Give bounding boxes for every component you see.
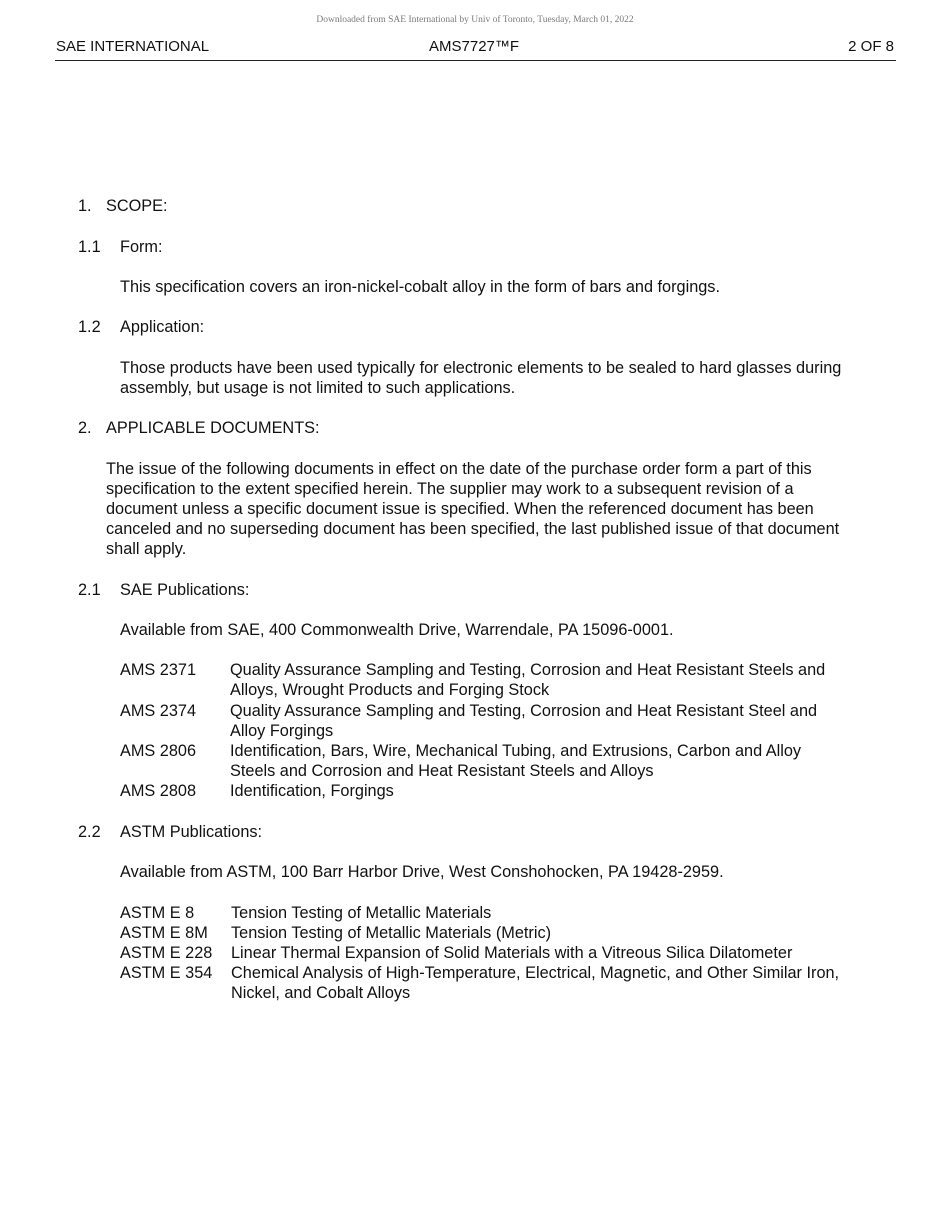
reference-row [120,963,880,1003]
reference-code: AMS 2374 [120,702,197,720]
reference-title-line: Tension Testing of Metallic Materials (Metric) [231,924,552,942]
reference-title [231,963,881,1003]
download-watermark: Downloaded from SAE International by Univ of Toronto, Tuesday, March 01, 2022 [316,15,634,25]
reference-row [120,781,880,801]
reference-code: ASTM E 8M [120,924,208,942]
reference-title [230,741,870,781]
section-1-1-heading: Form: [120,238,163,256]
reference-row [120,923,880,943]
reference-title-line: Alloy Forgings [230,722,334,740]
reference-row [120,660,880,700]
section-2-text-line: shall apply. [106,540,187,558]
section-2-1-number: 2.1 [78,581,101,599]
reference-code: ASTM E 228 [120,944,213,962]
sae-availability: Available from SAE, 400 Commonwealth Drive, Warrendale, PA 15096-0001. [120,621,674,639]
section-1-number: 1. [78,197,92,215]
astm-availability: Available from ASTM, 100 Barr Harbor Drive, West Conshohocken, PA 19428-2959. [120,863,724,881]
section-2-heading: APPLICABLE DOCUMENTS: [106,419,320,437]
reference-title-line: Alloys, Wrought Products and Forging Stock [230,681,550,699]
reference-title-line: Quality Assurance Sampling and Testing, Corrosion and Heat Resistant Steels and [230,661,826,679]
reference-row [120,701,880,741]
section-2-text-line: canceled and no superseding document has been specified, the last published issue of that document [106,520,840,538]
section-1-2-text-line: assembly, but usage is not limited to such applications. [120,379,516,397]
reference-row [120,943,880,963]
reference-title [231,923,881,943]
reference-title [230,660,870,700]
reference-title [230,781,870,801]
reference-title [231,943,881,963]
section-2-2-heading: ASTM Publications: [120,823,263,841]
header-document-number: AMS7727™F [429,38,520,55]
section-2-number: 2. [78,419,92,437]
section-1-1-text: This specification covers an iron-nickel-cobalt alloy in the form of bars and forgings. [120,278,720,296]
reference-title-line: Tension Testing of Metallic Materials [231,904,492,922]
reference-title-line: Chemical Analysis of High-Temperature, Electrical, Magnetic, and Other Similar Iron, [231,964,840,982]
reference-row [120,903,880,923]
reference-title-line: Steels and Corrosion and Heat Resistant Steels and Alloys [230,762,654,780]
reference-code: ASTM E 8 [120,904,195,922]
reference-code: AMS 2808 [120,782,197,800]
section-2-1-heading: SAE Publications: [120,581,250,599]
section-2-text-line: document unless a specific document issue is specified. When the referenced document has been [106,500,814,518]
reference-title [231,903,881,923]
reference-title [230,701,870,741]
reference-title-line: Identification, Bars, Wire, Mechanical Tubing, and Extrusions, Carbon and Alloy [230,742,802,760]
reference-code: AMS 2371 [120,661,197,679]
header-page-number: 2 OF 8 [848,38,894,55]
page-header [55,38,896,61]
reference-code: ASTM E 354 [120,964,213,982]
reference-title-line: Identification, Forgings [230,782,394,800]
section-1-2-heading: Application: [120,318,205,336]
section-1-1-number: 1.1 [78,238,101,256]
header-publisher: SAE INTERNATIONAL [56,38,210,55]
section-1-2-number: 1.2 [78,318,101,336]
section-2-2-number: 2.2 [78,823,101,841]
section-1-2-text-line: Those products have been used typically for electronic elements to be sealed to hard glasses during [120,359,842,377]
section-1-heading: SCOPE: [106,197,168,215]
reference-title-line: Linear Thermal Expansion of Solid Materials with a Vitreous Silica Dilatometer [231,944,793,962]
reference-title-line: Nickel, and Cobalt Alloys [231,984,411,1002]
reference-row [120,741,880,781]
section-2-text-line: specification to the extent specified herein. The supplier may work to a subsequent revision of a [106,480,794,498]
reference-code: AMS 2806 [120,742,197,760]
reference-title-line: Quality Assurance Sampling and Testing, Corrosion and Heat Resistant Steel and [230,702,818,720]
section-2-text-line: The issue of the following documents in effect on the date of the purchase order form a part of this [106,460,812,478]
